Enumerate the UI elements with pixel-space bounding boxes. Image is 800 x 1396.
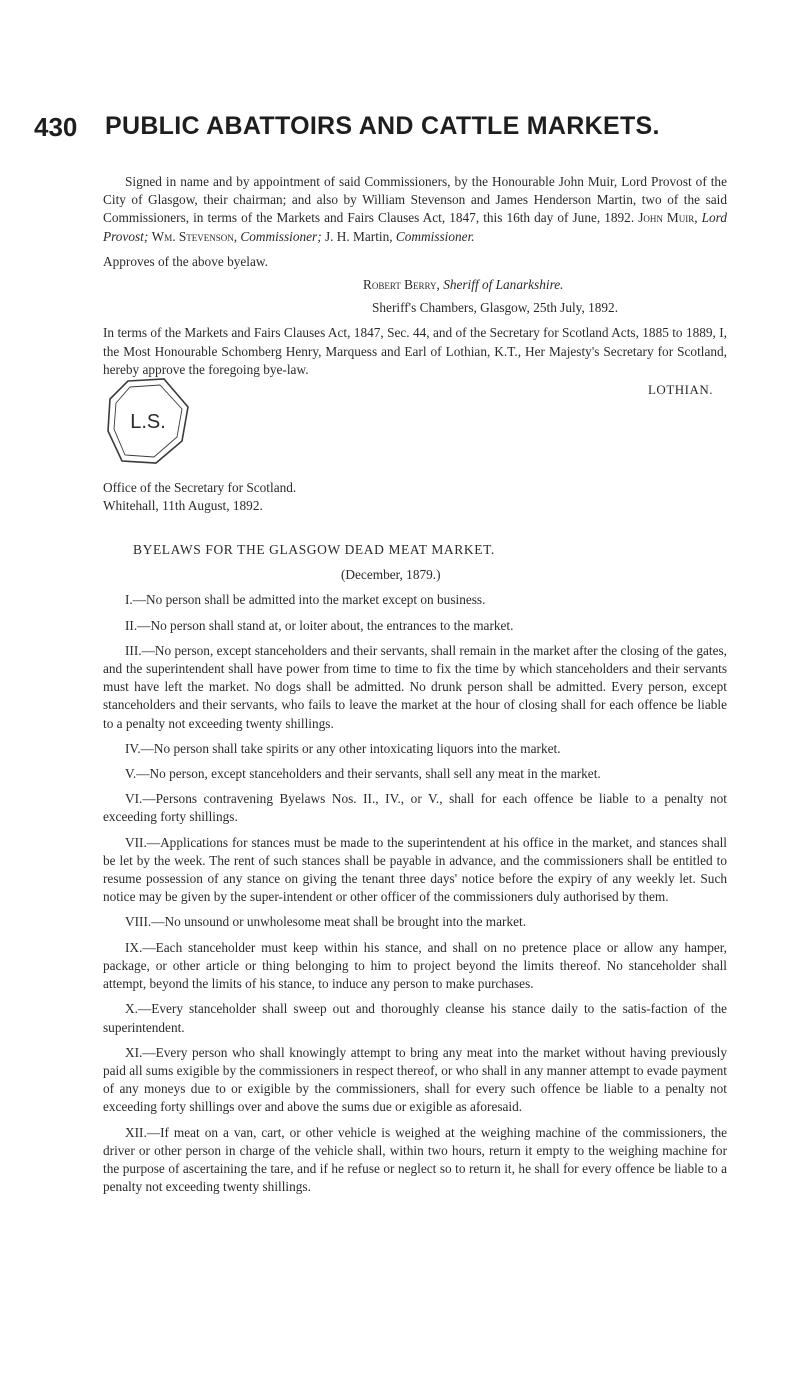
running-head: PUBLIC ABATTOIRS AND CATTLE MARKETS. [105,112,660,140]
sheriff-signature [103,276,727,294]
signatory-1-role: Lord Provost; [103,210,727,244]
signing-paragraph [103,173,727,246]
sheriff-place-date: Sheriff's Chambers, Glasgow, 25th July, 1892. [372,300,619,316]
byelaw-item: IV.—No person shall take spirits or any other intoxicating liquors into the market. [125,740,561,756]
byelaw-item: VIII.—No unsound or unwholesome meat shall be brought into the market. [125,914,527,930]
page-body [103,173,727,1196]
signatory-3-role: Commissioner. [395,228,475,244]
byelaw-item: VI.—Persons contravening Byelaws Nos. II., IV., or V., shall for each offence be liable to a penalty not exceeding forty shillings. [103,791,727,825]
seal-row [103,379,727,473]
byelaws-title: BYELAWS FOR THE GLASGOW DEAD MEAT MARKET. [133,542,495,558]
byelaw-item: XI.—Every person who shall knowingly attempt to bring any meat into the market without having previously paid all sums exigible by the commissioners in respect thereof, or who shall in any manner attempt to evade payment of any moneys due to or exigible by the commissioners, shall for every such offence be liable to a penalty not exceeding forty shillings over and above the sums due or exigible as aforesaid. [103,1044,727,1115]
office-line-2: Whitehall, 11th August, 1892. [103,498,263,514]
page-header [0,112,800,146]
page-number: 430 [34,112,78,142]
byelaw-item: IX.—Each stanceholder must keep within his stance, and shall on no pretence place or allow any hamper, package, or other article or thing belonging to him to project beyond the limits thereof. No stanceholder shall attempt, beyond the limits of his stance, to induce any person to make purchases. [103,939,727,992]
approval-text: Approves of the above byelaw. [103,253,268,269]
signing-text: Signed in name and by appointment of said Commissioners, by the Honourable John Muir, Lord Provost of the City of Glasgow, their chairman; and also by William Stevenson and James Henderson Martin, two of the said Commissioners, in terms of the Markets and Fairs Clauses Act, 1847, this 16th day of June, 1892. [103,174,727,226]
ls-seal-icon [100,373,196,469]
office-address [103,479,727,515]
byelaw-item: V.—No person, except stanceholders and their servants, shall sell any meat in the market. [125,766,601,782]
signatory-2-name: Wm. Stevenson, [151,228,238,244]
office-line-1: Office of the Secretary for Scotland. [103,480,297,496]
byelaw-item: VII.—Applications for stances must be made to the superintendent at his office in the market, and stances shall be let by the week. The rent of such stances shall be payable in advance, and the commissioners shall be entitled to resume possession of any stance on giving the tenant three days' notice before the expiry of any weekly let. Such notice may be given by the super-intendent or other officer of the commissioners duly authorised by them. [103,834,727,905]
sheriff-name: Robert Berry, [363,277,440,293]
byelaws-date: (December, 1879.) [341,567,441,583]
byelaw-item: II.—No person shall stand at, or loiter about, the entrances to the market. [125,617,514,633]
secretary-paragraph: In terms of the Markets and Fairs Clauses Act, 1847, Sec. 44, and of the Secretary for Scotland Acts, 1885 to 1889, I, the Most Honourable Schomberg Henry, Marquess and Earl of Lothian, K.T., Her Majesty's Secretary for Scotland, hereby approve the foregoing bye-law. [103,325,727,377]
byelaw-item: X.—Every stanceholder shall sweep out and thoroughly cleanse his stance daily to the satis-faction of the superintendent. [103,1001,727,1035]
signatory-3-name: J. H. Martin, [324,228,393,244]
signatory-1-name: John Muir, [638,210,698,226]
lothian-signature: LOTHIAN. [647,382,713,398]
signatory-2-role: Commissioner; [240,228,322,244]
byelaw-item: III.—No person, except stanceholders and their servants, shall remain in the market after the closing of the gates, and the superintendent shall have power from time to time to fix the time by which stanceholders and their servants must have left the market. No dogs shall be admitted. No drunk person shall be admitted. Every person, except stanceholders and their servants, who fails to leave the market at the hour of closing shall for each offence be liable to a penalty not exceeding twenty shillings. [103,642,727,731]
sheriff-title: Sheriff of Lanarkshire. [443,277,564,293]
byelaw-item: I.—No person shall be admitted into the market except on business. [125,592,486,608]
seal-text: L.S. [130,411,166,434]
byelaw-item: XII.—If meat on a van, cart, or other vehicle is weighed at the weighing machine of the commissioners, the driver or other person in charge of the vehicle shall, within two hours, return it empty to the weighing machine for the purpose of ascertaining the tare, and if he refuse or neglect so to return it, he shall for every offence be liable to a penalty not exceeding twenty shillings. [103,1124,727,1195]
